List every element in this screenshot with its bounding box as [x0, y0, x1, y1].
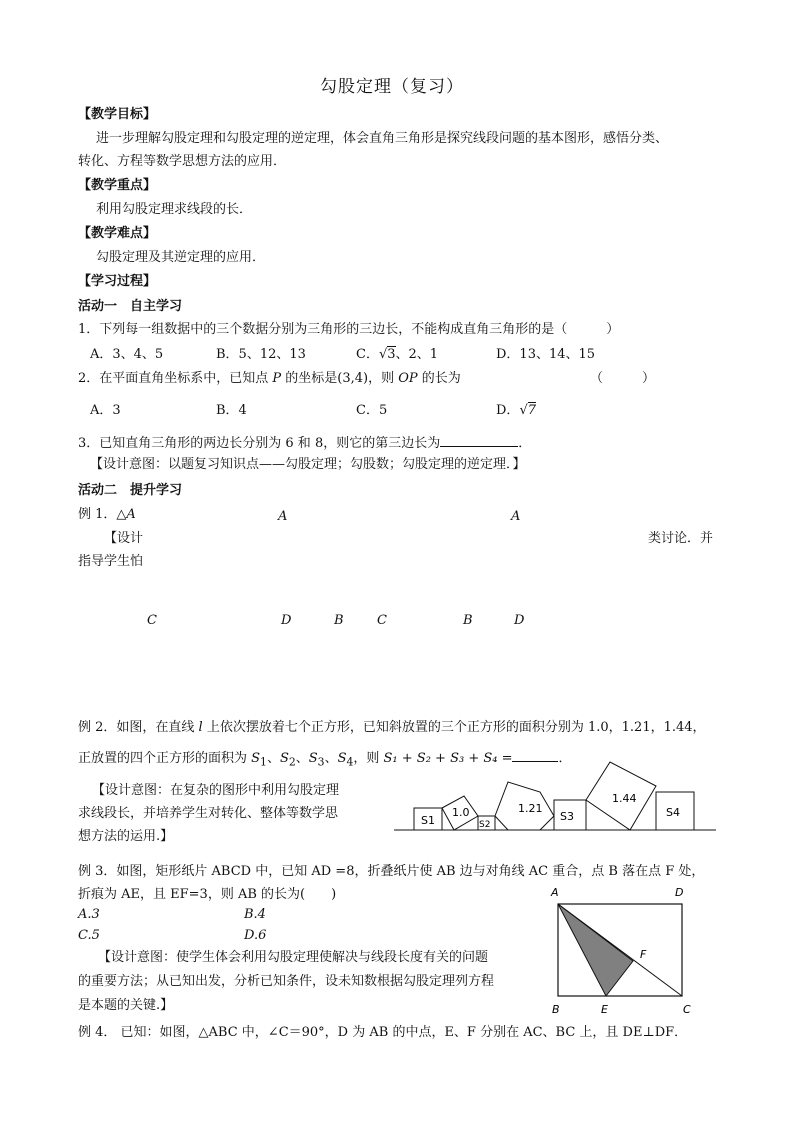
- q2-option-d: [496, 402, 536, 420]
- sqrt-sign-2: √: [519, 403, 528, 418]
- ex3-line2: 折痕为 AE，且 EF=3，则 AB 的长为( ): [78, 887, 337, 902]
- ex3-design-3: 是本题的关键.】: [78, 998, 174, 1013]
- square-s4-label: S4: [666, 806, 680, 819]
- q2-segment-op: OP: [398, 371, 418, 386]
- ex2-s2-sub: 2: [288, 755, 296, 769]
- ex2-s2: S: [279, 751, 289, 766]
- focus-heading: 【教学重点】: [78, 178, 157, 193]
- ex2-sum-expression: S₁ + S₂ + S₃ + S₄ =: [383, 751, 513, 766]
- ex2-line2-b: ，则: [353, 751, 384, 766]
- activity1-design-note: 【设计意图：以题复习知识点——勾股定理；勾股数；勾股定理的逆定理．】: [90, 457, 526, 472]
- q1-option-d: D．13、14、15: [496, 347, 596, 362]
- ex2-text-b: 上依次摆放着七个正方形，已知斜放置的三个正方形的面积分别为 1.0，1.21，1.44，: [202, 720, 706, 735]
- ex3-option-c: C.5: [78, 928, 100, 943]
- ex1-line2: 指导学生怕: [78, 554, 144, 569]
- vertex-c: C: [683, 1003, 691, 1016]
- q3-text-end: ．: [518, 436, 532, 451]
- ex2-end: ．: [558, 751, 572, 766]
- square-slanted-1-label: 1.0: [452, 806, 470, 819]
- goals-line-1: 进一步理解勾股定理和勾股定理的逆定理，体会直角三角形是探究线段问题的基本图形，感悟分类、: [96, 131, 669, 146]
- ex3-rectangle-figure: [544, 882, 704, 1020]
- ex3-option-d: D.6: [244, 928, 267, 943]
- ex3-design-1: 【设计意图：使学生体会利用勾股定理使解决与线段长度有关的问题: [98, 950, 489, 965]
- square-s1-label: S1: [421, 814, 435, 827]
- ex2-design-1: 【设计意图：在复杂的图形中利用勾股定理: [92, 783, 340, 798]
- ex2-design-3: 想方法的运用.】: [78, 829, 174, 844]
- ex1-label-b2: B: [463, 613, 473, 628]
- ex2-squares-figure: [390, 760, 720, 835]
- ex1-label-b1: B: [334, 613, 344, 628]
- q3-answer-blank[interactable]: [440, 433, 518, 447]
- ex3-design-2: 的重要方法；从已知出发，分析已知条件，设未知数根据勾股定理列方程: [78, 974, 495, 989]
- q1-option-c-radicand: 3: [387, 347, 396, 362]
- activity1-heading: 活动一 自主学习: [78, 299, 183, 314]
- vertex-d: D: [675, 886, 684, 899]
- q1-option-b: B．5、12、13: [216, 347, 306, 362]
- point-f: F: [640, 948, 647, 961]
- q2-point-p: P: [272, 371, 282, 386]
- point-e: E: [601, 1003, 608, 1016]
- ex1-label-d2: D: [514, 613, 525, 628]
- ex1-design-start: 【设计: [104, 531, 144, 546]
- q3-text: [78, 433, 531, 453]
- ex2-s1-sub: 1: [260, 755, 267, 769]
- ex1-label-d1: D: [281, 613, 292, 628]
- goals-line-2: 转化、方程等数学思想方法的应用．: [78, 154, 287, 169]
- difficulty-heading: 【教学难点】: [78, 226, 157, 241]
- q2-text-a: 2．在平面直角坐标系中，已知点: [78, 371, 273, 386]
- ex3-option-a: A.3: [78, 907, 100, 922]
- q1-text: 1．下列每一组数据中的三个数据分别为三角形的三边长，不能构成直角三角形的是（ ）: [78, 322, 620, 337]
- ex2-line1: [78, 719, 706, 737]
- folded-triangle-aef: [558, 904, 633, 996]
- q2-text-b: 的坐标是(3,4)，则: [281, 371, 399, 386]
- ex2-s3: S: [308, 751, 318, 766]
- ex1-design-end: 类讨论．并: [648, 531, 714, 546]
- q2-text: [78, 370, 461, 388]
- q1-option-c-rest: 、2、1: [395, 347, 439, 362]
- ex1-label-a2: A: [278, 509, 288, 524]
- ex1-label-a1: A: [126, 507, 136, 522]
- ex2-text-a: 例 2．如图，在直线: [78, 720, 199, 735]
- square-s2-label: S2: [479, 820, 491, 830]
- q2-option-d-label: D．: [496, 403, 520, 418]
- vertex-a: A: [551, 886, 559, 899]
- ex2-s1: S: [251, 751, 261, 766]
- ex1-label-c1: C: [147, 613, 157, 628]
- q1-option-c: [356, 346, 438, 364]
- q2-option-a: A．3: [90, 403, 121, 418]
- q1-option-a: A．3、4、5: [90, 347, 164, 362]
- ex1-label-a3: A: [511, 509, 521, 524]
- square-slanted-3-label: 1.44: [612, 792, 637, 805]
- page-title: 勾股定理（复习）: [320, 77, 464, 97]
- q2-text-c: 的长为: [417, 371, 461, 386]
- goals-heading: 【教学目标】: [78, 107, 157, 122]
- ex2-line2: 正放置的四个正方形的面积为 $S_1$、$S_2$、$S_3$、$S_4$，则 S₁ + S₂ + S₃ + S₄ = ．: [78, 748, 572, 772]
- ex2-design-2: 求线段长，并培养学生对转化、整体等数学思: [78, 806, 339, 821]
- ex2-s4: S: [337, 751, 347, 766]
- ex1-start: [78, 506, 136, 524]
- difficulty-text: 勾股定理及其逆定理的应用．: [96, 250, 266, 265]
- diagonal-ac: [558, 904, 682, 996]
- ex4-text: 例 4． 已知：如图，△ABC 中，∠C＝90°，D 为 AB 的中点，E、F 分别在 AC、BC 上，且 DE⊥DF．: [78, 1025, 688, 1040]
- sqrt-sign: √: [378, 347, 388, 362]
- ex3-line1: 例 3．如图，矩形纸片 ABCD 中，已知 AD =8，折叠纸片使 AB 边与对角线 AC 重合，点 B 落在点 F 处，: [78, 864, 705, 879]
- square-slanted-2-label: 1.21: [518, 802, 543, 815]
- ex1-start-text: 例 1．△: [78, 507, 127, 522]
- process-heading: 【学习过程】: [78, 274, 157, 289]
- square-s3-label: S3: [560, 810, 574, 823]
- q2-option-c: C．5: [356, 403, 388, 418]
- q2-paren: （ ）: [590, 371, 656, 386]
- ex2-line-l: l: [198, 720, 203, 735]
- activity2-heading: 活动二 提升学习: [78, 483, 183, 498]
- ex2-s4-sub: 4: [346, 755, 354, 769]
- q2-option-b: B．4: [216, 403, 247, 418]
- ex2-line2-a: 正放置的四个正方形的面积为: [78, 751, 252, 766]
- q1-option-c-label: C．: [356, 347, 379, 362]
- focus-text: 利用勾股定理求线段的长．: [96, 202, 253, 217]
- ex2-s3-sub: 3: [317, 755, 325, 769]
- ex3-option-b: B.4: [244, 907, 266, 922]
- q3-text-main: 3．已知直角三角形的两边长分别为 6 和 8，则它的第三边长为: [78, 436, 441, 451]
- vertex-b: B: [552, 1003, 560, 1016]
- q2-option-d-radicand: 7: [527, 403, 537, 418]
- ex1-label-c2: C: [377, 613, 387, 628]
